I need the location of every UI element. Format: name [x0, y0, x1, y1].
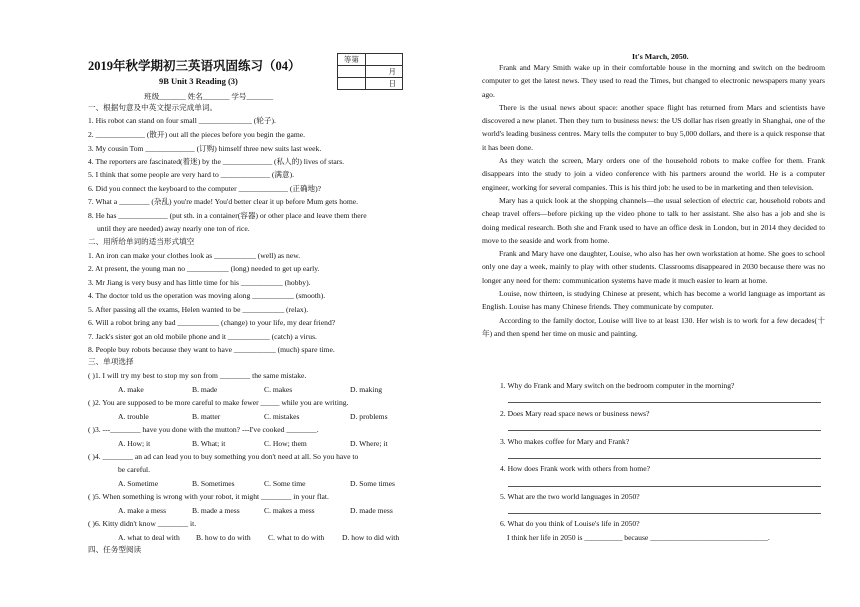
section1-item: 8. He has _____________ (put sth. in a container(容器) or other place and leave them there [88, 211, 367, 220]
section2-item: 2. At present, the young man no ___________ (long) needed to get up early. [88, 264, 320, 273]
section1-item: until they are needed) away nearly one ton of rice. [97, 224, 250, 233]
mc-option: C. Some time [264, 479, 306, 488]
mc-option: D. made mess [350, 506, 393, 515]
section3-heading: 三、单项选择 [88, 357, 134, 366]
mc-question: ( )1. I will try my best to stop my son from ________ the same mistake. [88, 371, 307, 380]
mc-option: B. matter [192, 412, 221, 421]
mc-question: ( )5. When something is wrong with your robot, it might ________ in your flat. [88, 492, 329, 501]
mc-option: B. made [192, 385, 218, 394]
mc-option: D. Where; it [350, 439, 388, 448]
mc-option: D. how to did with [342, 533, 400, 542]
section2-item: 7. Jack's sister got an old mobile phone and it ___________ (catch) a virus. [88, 332, 317, 341]
mc-option: A. Sometime [118, 479, 159, 488]
mc-question: ( )3. ---________ have you done with the mutton? ---I've cooked ________. [88, 425, 319, 434]
mc-question: ( )6. Kitty didn't know ________ it. [88, 519, 197, 528]
mc-option: A. How; it [118, 439, 151, 448]
section2-item: 3. Mr Jiang is very busy and has little time for his ___________ (hobby). [88, 278, 311, 287]
passage-paragraph: Mary has a quick look at the shopping channels—the usual selection of electric car, household robots and cheap travel offers—before picking up the video phone to talk to her assistant. She also has a job and she is doing medical research. Both she and Frank used to have an office desk in London, but in 2014 they decided to move to the seaside and work from home. [482, 195, 825, 245]
answer-line[interactable] [508, 458, 821, 459]
section2-item: 5. After passing all the exams, Helen wanted to be ___________ (relax). [88, 305, 309, 314]
mc-option: D. Some times [350, 479, 395, 488]
worksheet-subtitle: 9B Unit 3 Reading (3) [159, 76, 238, 86]
reading-question: 5. What are the two world languages in 2050? [500, 492, 640, 501]
day-label: 日 [365, 78, 402, 90]
passage-paragraph: According to the family doctor, Louise will live to at least 130. Her wish is to work for a few decades(十年) and then spend her time on music and painting. [482, 315, 825, 338]
section1-item: 3. My cousin Tom _____________ (订购) himself three new suits last week. [88, 144, 322, 153]
month-label: 月 [365, 66, 402, 78]
section4-heading: 四、任务型阅读 [88, 545, 142, 554]
section2-item: 8. People buy robots because they want to have ___________ (much) spare time. [88, 345, 335, 354]
passage-title: It's March, 2050. [632, 52, 689, 61]
section1-item: 7. What a ________ (杂乱) you're made! You'd better clear it up before Mum gets home. [88, 197, 358, 206]
grade-label: 等第 [338, 54, 366, 66]
section1-item: 6. Did you connect the keyboard to the computer _____________ (正确地)? [88, 184, 322, 193]
mc-option: B. how to do with [196, 533, 251, 542]
reading-question: 6. What do you think of Louise's life in 2050? [500, 519, 640, 528]
mc-option: B. What; it [192, 439, 226, 448]
mc-option: A. trouble [118, 412, 149, 421]
section1-item: 1. His robot can stand on four small ______________ (轮子). [88, 116, 276, 125]
reading-question: 3. Who makes coffee for Mary and Frank? [500, 437, 630, 446]
section1-item: 2. _____________ (散开) out all the pieces before you begin the game. [88, 130, 306, 139]
passage-paragraph: Louise, now thirteen, is studying Chinese at present, which has become a world language as important as English. Louise has many Chinese friends. They communicate by computer. [482, 289, 825, 312]
passage-paragraph: There is the usual news about space: another space flight has returned from Mars and scientists have discovered a new planet. Then they turn to business news: the US dollar has risen greatly in Shanghai, one of the world's leading business centres. Mary tells the computer to buy 5,000 dollars, and there is a quick response that it has been done. [482, 102, 825, 152]
mc-option: A. what to deal with [118, 533, 180, 542]
answer-line[interactable] [508, 513, 821, 514]
answer-line[interactable] [508, 402, 821, 403]
passage-body [482, 61, 825, 340]
mc-option: B. Sometimes [192, 479, 235, 488]
mc-option: A. make [118, 385, 144, 394]
mc-option: D. problems [350, 412, 388, 421]
mc-option: C. makes a mess [264, 506, 315, 515]
section1-item: 4. The reporters are fascinated(着迷) by the _____________ (私人的) lives of stars. [88, 157, 345, 166]
mc-option: C. what to do with [268, 533, 325, 542]
reading-question: 1. Why do Frank and Mary switch on the bedroom computer in the morning? [500, 381, 735, 390]
section2-item: 1. An iron can make your clothes look as ___________ (well) as new. [88, 251, 301, 260]
reading-question: 4. How does Frank work with others from home? [500, 464, 650, 473]
section2-item: 6. Will a robot bring any bad ___________ (change) to your life, my dear friend? [88, 318, 336, 327]
section2-heading: 二、用所给单词的适当形式填空 [88, 237, 195, 246]
worksheet-title: 2019年秋学期初三英语巩固练习（04） [88, 59, 301, 73]
mc-option: C. makes [264, 385, 293, 394]
mc-option: C. mistakes [264, 412, 300, 421]
section1-item: 5. I think that some people are very hard to _____________ (满意). [88, 170, 295, 179]
last-answer-line[interactable]: I think her life in 2050 is __________ because _______________________________. [507, 533, 770, 542]
section1-heading: 一、根据句意及中英文提示完成单词。 [88, 103, 218, 112]
passage-paragraph: Frank and Mary have one daughter, Louise, who also has her own workstation at home. She goes to school only one day a week, mainly to play with other students. Classrooms disappeared in 2030 because there was no longer any need for them: communication systems have made it much easier to learn at home. [482, 249, 825, 285]
mc-question: ( )2. You are supposed to be more careful to make fewer _____ while you are writing. [88, 398, 349, 407]
mc-question-cont: be careful. [118, 465, 151, 474]
mc-option: C. How; them [264, 439, 307, 448]
mc-option: D. making [350, 385, 383, 394]
grade-date-box [337, 53, 403, 90]
answer-line[interactable] [508, 486, 821, 487]
reading-question: 2. Does Mary read space news or business news? [500, 409, 650, 418]
mc-option: B. made a mess [192, 506, 240, 515]
passage-paragraph: As they watch the screen, Mary orders one of the household robots to make coffee for them. Frank disappears into the study to join a video conference with his partners around the world. He is a computer engineer, working for several companies. This is his third job: he used to be in marketing and then television. [482, 156, 825, 192]
answer-line[interactable] [508, 430, 821, 431]
passage-paragraph: Frank and Mary Smith wake up in their comfortable house in the morning and switch on the bedroom computer to get the latest news. They used to read the Times, but changed to electronic newspapers many years ago. [482, 63, 825, 99]
section2-item: 4. The doctor told us the operation was moving along ___________ (smooth). [88, 291, 326, 300]
mc-option: A. make a mess [118, 506, 167, 515]
mc-question: ( )4. ________ an ad can lead you to buy something you don't need at all. So you have to [88, 452, 359, 461]
student-info-line: 班级_______ 姓名_______ 学号_______ [144, 92, 274, 101]
